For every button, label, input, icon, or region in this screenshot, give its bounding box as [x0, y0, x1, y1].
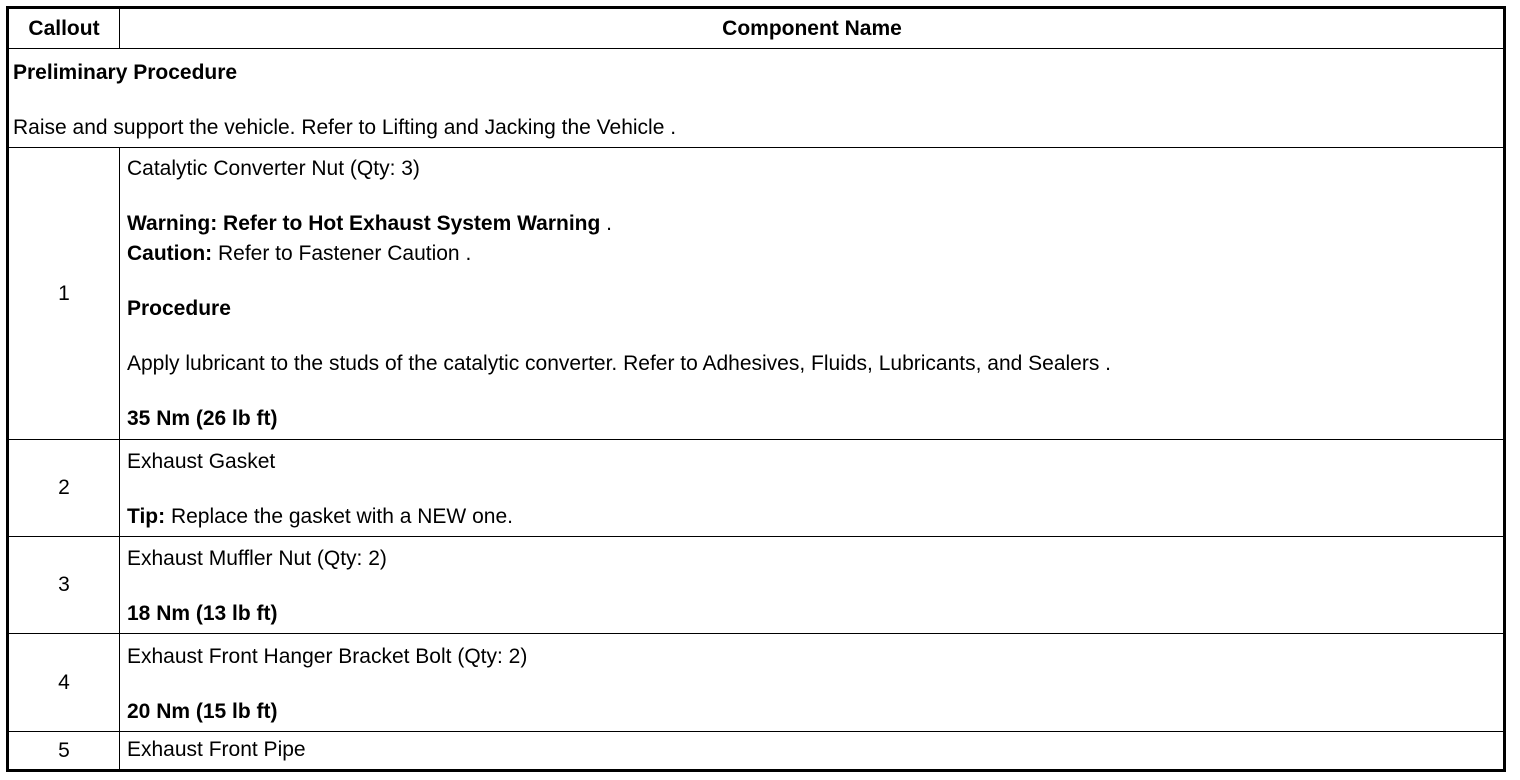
torque-spec: 35 Nm (26 lb ft) [127, 407, 278, 430]
tip-line [127, 505, 513, 529]
caution-text: Refer to Fastener Caution . [212, 242, 472, 265]
component-cell [121, 732, 1503, 769]
component-table [6, 6, 1506, 772]
procedure-label: Procedure [127, 297, 231, 320]
component-name: Exhaust Gasket [127, 450, 276, 473]
table-row [9, 634, 1503, 732]
callout-number: 2 [9, 440, 120, 536]
callout-number: 4 [9, 634, 120, 731]
tip-text: Replace the gasket with a NEW one. [165, 505, 513, 528]
callout-number: 1 [9, 148, 120, 439]
component-cell [121, 440, 1503, 536]
component-name: Exhaust Muffler Nut (Qty: 2) [127, 547, 387, 570]
table-row [9, 537, 1503, 634]
torque-spec: 20 Nm (15 lb ft) [127, 700, 278, 723]
callout-number: 3 [9, 537, 120, 633]
warning-suffix: . [600, 212, 612, 235]
component-cell [121, 634, 1503, 731]
header-callout: Callout [9, 9, 120, 48]
component-name: Exhaust Front Hanger Bracket Bolt (Qty: 2) [127, 645, 528, 668]
component-name: Catalytic Converter Nut (Qty: 3) [127, 157, 420, 180]
warning-line [127, 212, 612, 236]
component-cell [121, 537, 1503, 633]
preliminary-text: Raise and support the vehicle. Refer to Lifting and Jacking the Vehicle . [13, 116, 677, 139]
caution-line [127, 242, 471, 266]
procedure-text: Apply lubricant to the studs of the catalytic converter. Refer to Adhesives, Fluids, Lubricants, and Sealers . [127, 352, 1112, 375]
table-header-row [9, 9, 1503, 49]
callout-number: 5 [9, 732, 120, 769]
torque-spec: 18 Nm (13 lb ft) [127, 602, 278, 625]
component-name: Exhaust Front Pipe [127, 738, 306, 761]
component-cell [121, 148, 1503, 439]
preliminary-procedure-row [9, 49, 1503, 148]
preliminary-title: Preliminary Procedure [13, 61, 238, 84]
warning-label: Warning: Refer to Hot Exhaust System Warning [127, 212, 601, 235]
table-row [9, 440, 1503, 537]
tip-label: Tip: [127, 505, 166, 528]
table-row [9, 732, 1503, 769]
table-row [9, 148, 1503, 440]
caution-label: Caution: [127, 242, 213, 265]
header-component-name: Component Name [722, 16, 902, 40]
